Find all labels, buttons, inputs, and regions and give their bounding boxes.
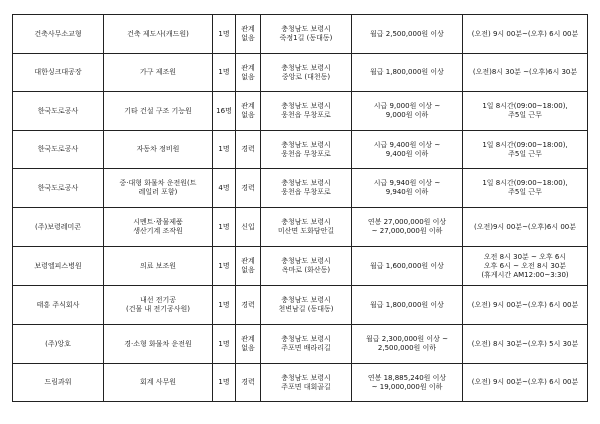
experience-cell: 관계 없음 bbox=[236, 54, 261, 92]
table-row bbox=[13, 364, 588, 402]
work-hours-cell: (오전) 9시 00분~(오후) 6시 00분 bbox=[463, 364, 588, 402]
company-cell: 태흥 주식회사 bbox=[13, 286, 104, 325]
location-cell: 충청남도 보령시 천변남길 (동대동) bbox=[261, 286, 352, 325]
table-row bbox=[13, 208, 588, 247]
wage-cell: 월급 2,500,000원 이상 bbox=[352, 15, 463, 54]
work-hours-cell: (오전) 9시 00분~(오후) 6시 00분 bbox=[463, 15, 588, 54]
experience-cell: 관계 없음 bbox=[236, 325, 261, 364]
headcount-cell: 1명 bbox=[213, 364, 236, 402]
location-cell: 충청남도 보령시 웅천읍 무창포로 bbox=[261, 92, 352, 131]
job-title-cell: 기타 건설 구조 기능원 bbox=[104, 92, 213, 131]
work-hours-cell: 1일 8시간(09:00~18:00), 주5일 근무 bbox=[463, 169, 588, 208]
company-cell: 한국도로공사 bbox=[13, 131, 104, 169]
experience-cell: 경력 bbox=[236, 131, 261, 169]
experience-cell: 경력 bbox=[236, 169, 261, 208]
wage-cell: 월급 1,800,000원 이상 bbox=[352, 286, 463, 325]
wage-cell: 시급 9,000원 이상 ~ 9,000원 이하 bbox=[352, 92, 463, 131]
experience-cell: 경력 bbox=[236, 286, 261, 325]
company-cell: 보령엘피스병원 bbox=[13, 247, 104, 286]
work-hours-cell: 1일 8시간(09:00~18:00), 주5일 근무 bbox=[463, 92, 588, 131]
work-hours-cell: (오전)9시 00분~(오후)6시 00분 bbox=[463, 208, 588, 247]
headcount-cell: 1명 bbox=[213, 15, 236, 54]
work-hours-cell: (오전) 9시 00분~(오후) 6시 00분 bbox=[463, 286, 588, 325]
wage-cell: 연봉 27,000,000원 이상 ~ 27,000,000원 이하 bbox=[352, 208, 463, 247]
table-row bbox=[13, 325, 588, 364]
headcount-cell: 1명 bbox=[213, 131, 236, 169]
job-listings-table bbox=[12, 14, 588, 402]
work-hours-cell: (오전) 8시 30분~(오후) 5시 30분 bbox=[463, 325, 588, 364]
location-cell: 충청남도 보령시 옥마로 (화산동) bbox=[261, 247, 352, 286]
wage-cell: 월급 1,600,000원 이상 bbox=[352, 247, 463, 286]
company-cell: 드림과워 bbox=[13, 364, 104, 402]
experience-cell: 관계 없음 bbox=[236, 247, 261, 286]
experience-cell: 경력 bbox=[236, 364, 261, 402]
headcount-cell: 1명 bbox=[213, 325, 236, 364]
headcount-cell: 1명 bbox=[213, 208, 236, 247]
job-title-cell: 경·소형 화물차 운전원 bbox=[104, 325, 213, 364]
table-row bbox=[13, 54, 588, 92]
company-cell: 건축사무소교형 bbox=[13, 15, 104, 54]
company-cell: (주)보령레미콘 bbox=[13, 208, 104, 247]
location-cell: 충청남도 보령시 중앙로 (대천동) bbox=[261, 54, 352, 92]
headcount-cell: 1명 bbox=[213, 286, 236, 325]
wage-cell: 월급 2,300,000원 이상 ~ 2,500,000원 이하 bbox=[352, 325, 463, 364]
location-cell: 충청남도 보령시 죽정1길 (동대동) bbox=[261, 15, 352, 54]
location-cell: 충청남도 보령시 웅천읍 무창포로 bbox=[261, 169, 352, 208]
headcount-cell: 1명 bbox=[213, 247, 236, 286]
job-title-cell: 가구 제조원 bbox=[104, 54, 213, 92]
job-title-cell: 건축 제도사(캐드원) bbox=[104, 15, 213, 54]
headcount-cell: 1명 bbox=[213, 54, 236, 92]
work-hours-cell: (오전)8시 30분 ~(오후)6시 30분 bbox=[463, 54, 588, 92]
experience-cell: 관계 없음 bbox=[236, 15, 261, 54]
job-title-cell: 회계 사무원 bbox=[104, 364, 213, 402]
company-cell: 한국도로공사 bbox=[13, 92, 104, 131]
location-cell: 충청남도 보령시 미산면 도화담안길 bbox=[261, 208, 352, 247]
table-row bbox=[13, 286, 588, 325]
job-title-cell: 중·대형 화물차 운전원(트 레일러 포함) bbox=[104, 169, 213, 208]
job-title-cell: 내선 전기공 (건물 내 전기공사원) bbox=[104, 286, 213, 325]
experience-cell: 관계 없음 bbox=[236, 92, 261, 131]
headcount-cell: 16명 bbox=[213, 92, 236, 131]
table-row bbox=[13, 131, 588, 169]
experience-cell: 신입 bbox=[236, 208, 261, 247]
company-cell: (주)앙호 bbox=[13, 325, 104, 364]
job-title-cell: 시멘트·광물제품 생산기계 조작원 bbox=[104, 208, 213, 247]
headcount-cell: 4명 bbox=[213, 169, 236, 208]
location-cell: 충청남도 보령시 웅천읍 무창포로 bbox=[261, 131, 352, 169]
wage-cell: 시급 9,940원 이상 ~ 9,940원 이하 bbox=[352, 169, 463, 208]
location-cell: 충청남도 보령시 주포면 배라리길 bbox=[261, 325, 352, 364]
table-row bbox=[13, 169, 588, 208]
table-row bbox=[13, 92, 588, 131]
company-cell: 대한싱크대공장 bbox=[13, 54, 104, 92]
table-row bbox=[13, 15, 588, 54]
table-row bbox=[13, 247, 588, 286]
wage-cell: 시급 9,400원 이상 ~ 9,400원 이하 bbox=[352, 131, 463, 169]
wage-cell: 월급 1,800,000원 이상 bbox=[352, 54, 463, 92]
job-title-cell: 자동차 정비원 bbox=[104, 131, 213, 169]
company-cell: 한국도로공사 bbox=[13, 169, 104, 208]
wage-cell: 연봉 18,885,240원 이상 ~ 19,000,000원 이하 bbox=[352, 364, 463, 402]
work-hours-cell: 1일 8시간(09:00~18:00), 주5일 근무 bbox=[463, 131, 588, 169]
work-hours-cell: 오전 8시 30분 ~ 오후 6시 오후 6시 ~ 오전 8시 30분 (휴게시간 AM12:00~3:30) bbox=[463, 247, 588, 286]
job-title-cell: 의료 보조원 bbox=[104, 247, 213, 286]
location-cell: 충청남도 보령시 주포면 대회골길 bbox=[261, 364, 352, 402]
